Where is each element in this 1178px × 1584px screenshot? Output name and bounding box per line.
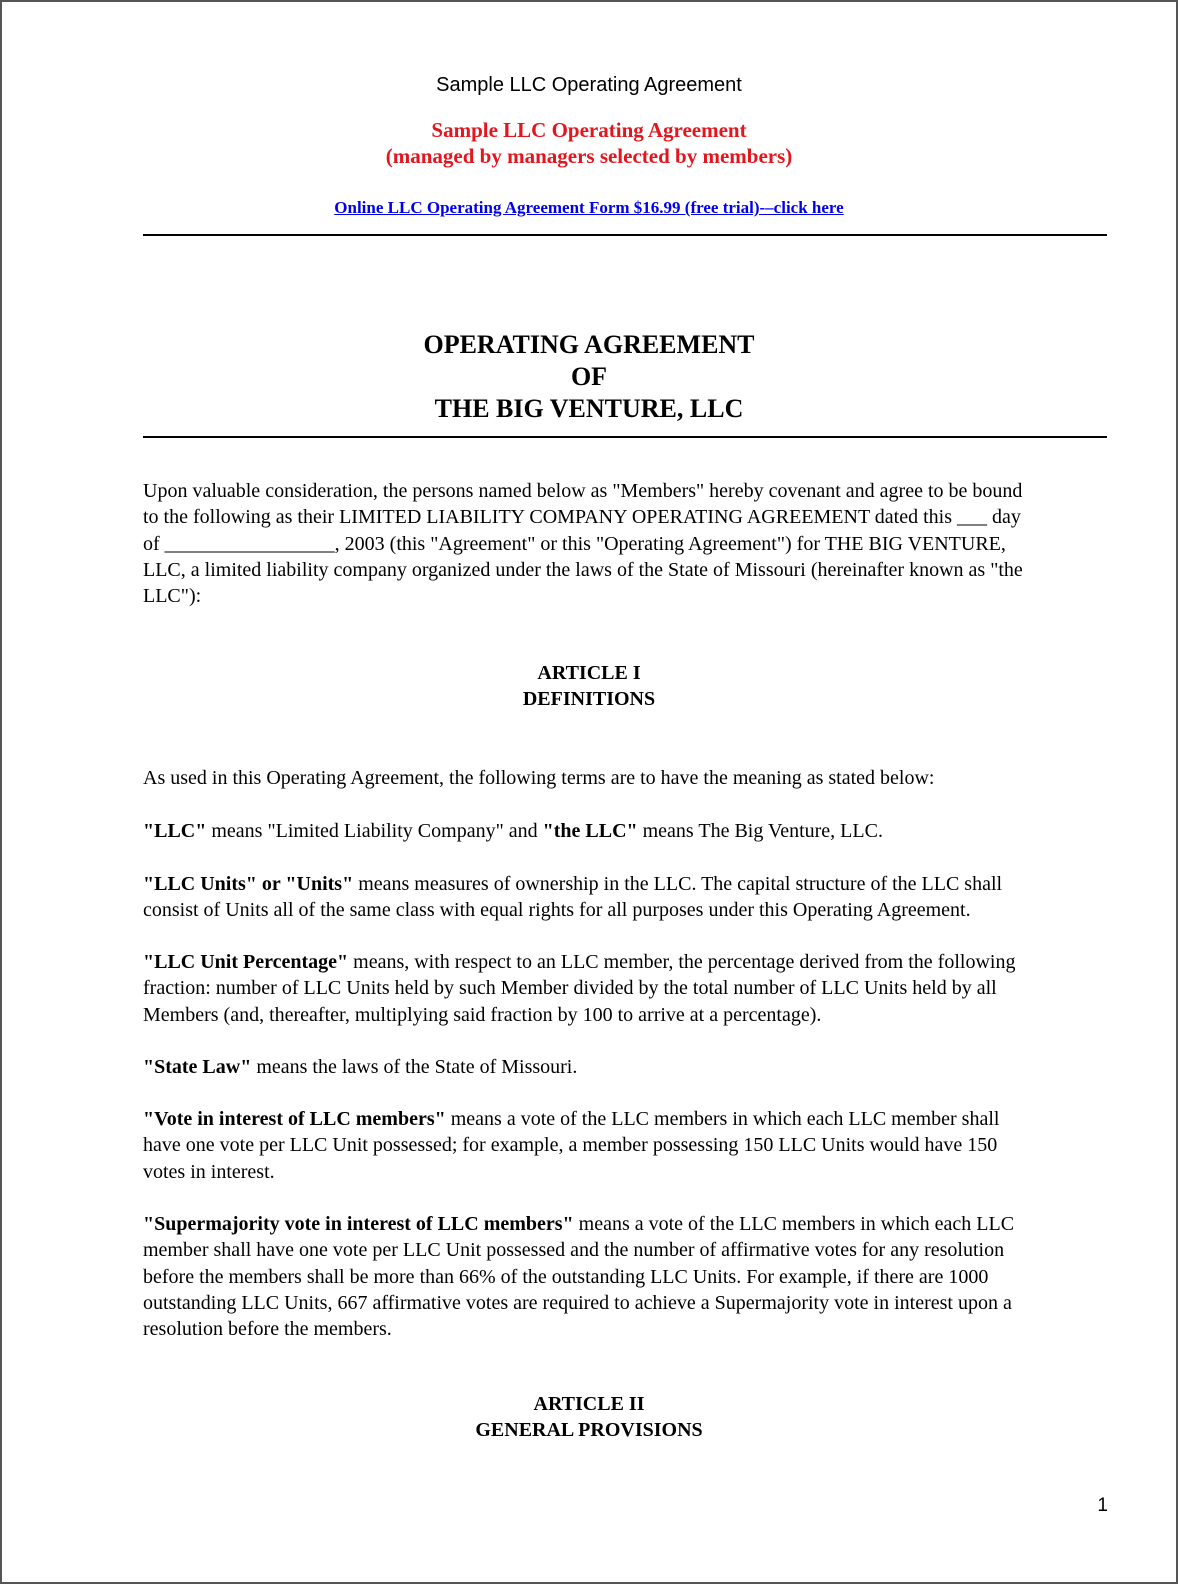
banner-title: Sample LLC Operating Agreement [431,118,747,142]
intro-line: Upon valuable consideration, the persons named below as "Members" hereby covenant and agree to be bound [143,480,1023,502]
intro-line: LLC, a limited liability company organized under the laws of the State of Missouri (hereinafter known as "the [143,558,1023,581]
definition-line: before the members shall be more than 66% of the outstanding LLC Units. For example, if there are 1000 [143,1265,989,1288]
term-the-llc: "the LLC" [542,820,638,842]
definition-line: have one vote per LLC Unit possessed; for example, a member possessing 150 LLC Units would have 150 [143,1134,998,1157]
term-supermajority: "Supermajority vote in interest of LLC members" [143,1213,574,1235]
definition-line: outstanding LLC Units, 667 affirmative votes are required to achieve a Supermajority vote in interest upon a [143,1291,1012,1314]
definition-line: resolution before the members. [143,1318,392,1341]
article-1-number: ARTICLE I [537,662,641,684]
agreement-title: OPERATING AGREEMENT [423,330,755,359]
definition-line: consist of Units all of the same class with equal rights for all purposes under this Operating Agreement. [143,899,971,922]
definition-state-law [143,1054,1107,1080]
term-vote: "Vote in interest of LLC members" [143,1108,446,1130]
top-divider [143,234,1107,236]
definition-line: fraction: number of LLC Units held by such Member divided by the total number of LLC Units held by all [143,977,997,1000]
definitions-lead: As used in this Operating Agreement, the following terms are to have the meaning as stated below: [143,767,935,789]
definition-vote [143,1106,1107,1185]
definition-units [143,871,1107,924]
term-state-law: "State Law" [143,1056,252,1078]
agreement-title-of: OF [570,362,608,391]
intro-line: to the following as their LIMITED LIABILITY COMPANY OPERATING AGREEMENT dated this ___ day [143,506,1021,529]
term-units: "LLC Units" or "Units" [143,873,354,895]
definition-text: means a vote of the LLC members in which each LLC member shall [445,1108,1000,1130]
intro-line: of _________________, 2003 (this "Agreement" or this "Operating Agreement") for THE BIG VENTURE, [143,532,1006,555]
banner-subtitle: (managed by managers selected by members) [385,144,793,168]
definition-text: means measures of ownership in the LLC. The capital structure of the LLC shall [353,873,1003,895]
definition-text: means the laws of the State of Missouri. [251,1056,578,1078]
title-divider [143,436,1107,438]
definition-text: means The Big Venture, LLC. [637,820,883,842]
article-2-number: ARTICLE II [533,1393,645,1415]
definition-text: means "Limited Liability Company" and [206,820,543,842]
page-header-title: Sample LLC Operating Agreement [436,74,742,96]
definition-supermajority [143,1211,1107,1342]
definition-text: means a vote of the LLC members in which each LLC [573,1213,1015,1235]
online-form-link[interactable]: Online LLC Operating Agreement Form $16.99 (free trial)-–click here [334,198,844,217]
company-name: THE BIG VENTURE, LLC [434,394,744,423]
definition-llc [143,818,1107,844]
definition-line: member shall have one vote per LLC Unit possessed and the number of affirmative votes for any resolution [143,1239,1005,1262]
definition-text: means, with respect to an LLC member, the percentage derived from the following [348,951,1016,973]
term-llc: "LLC" [143,820,207,842]
page-number: 1 [1097,1495,1108,1516]
definition-line: Members (and, thereafter, multiplying said fraction by 100 to arrive at a percentage). [143,1003,822,1026]
term-unit-percentage: "LLC Unit Percentage" [143,951,349,973]
intro-line: LLC"): [143,585,202,608]
article-1-title: DEFINITIONS [522,688,656,710]
article-2-title: GENERAL PROVISIONS [475,1419,703,1441]
intro-paragraph [143,478,1107,609]
definition-unit-percentage [143,949,1107,1028]
definition-line: votes in interest. [143,1160,275,1183]
